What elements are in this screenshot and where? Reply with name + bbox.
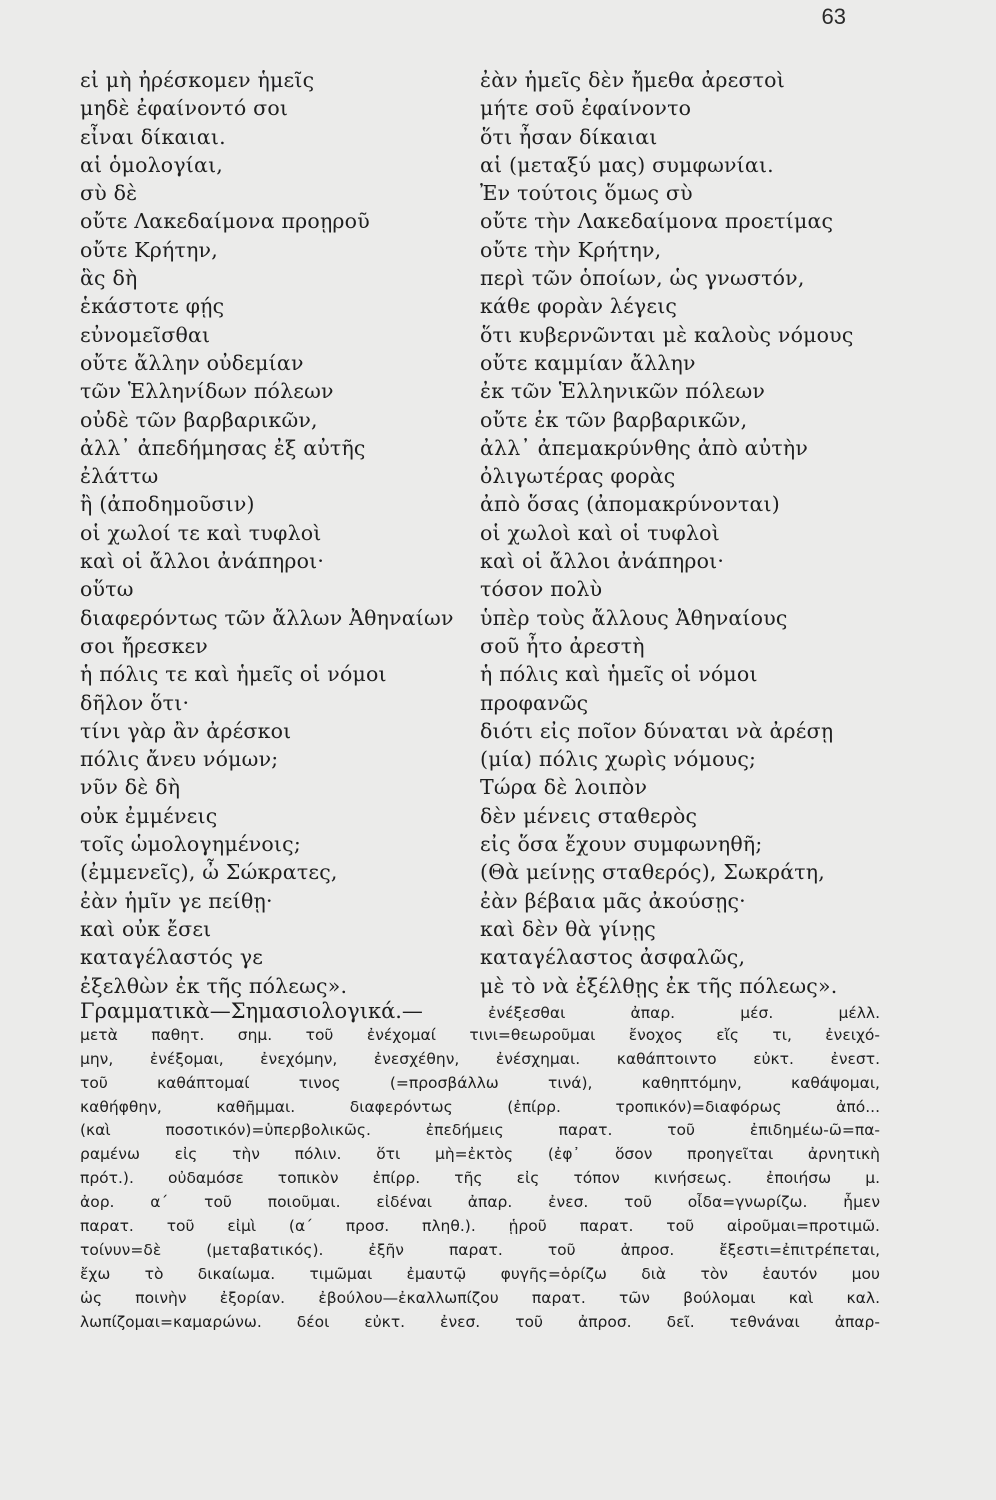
original-line: (ἐμμενεῖς), ὦ Σώκρατες, [80,860,338,885]
modern-translation-column [480,66,900,1000]
translation-line: δὲν μένεις σταθερὸς [480,803,698,828]
translation-line: καταγέλαστος ἀσφαλῶς, [480,945,746,970]
notes-line: ραμένω εἰς τὴν πόλιν. ὅτι μὴ=ἐκτὸς (ἐφ᾽ ὅσον προηγεῖται ἀρνητικὴ [80,1145,880,1164]
original-line: εἰ μὴ ἠρέσκομεν ἡμεῖς [80,68,315,92]
original-line: καταγέλαστός γε [80,945,264,970]
original-line: εὐνομεῖσθαι [80,322,211,347]
original-line: οὔτε Λακεδαίμονα προῃροῦ [80,209,370,234]
translation-line: οὔτε ἐκ τῶν βαρβαρικῶν, [480,407,748,432]
original-line: τίνι γὰρ ἂν ἀρέσκοι [80,718,292,743]
translation-line: ἐὰν ἡμεῖς δὲν ἤμεθα ἀρεστοὶ [480,68,785,92]
translation-line: καὶ δὲν θὰ γίνῃς [480,916,656,941]
original-line: οὐδὲ τῶν βαρβαρικῶν, [80,407,318,432]
original-line: οὔτε ἄλλην οὐδεμίαν [80,350,304,375]
original-line: αἱ ὁμολογίαι, [80,152,224,177]
original-line: οὐκ ἐμμένεις [80,803,218,828]
translation-line: ἐκ τῶν Ἑλληνικῶν πόλεων [480,379,766,404]
original-line: ἐὰν ἡμῖν γε πείθῃ· [80,888,273,913]
original-line: ἢ (ἀποδημοῦσιν) [80,492,255,517]
page-number: 63 [821,4,846,29]
translation-line: προφανῶς [480,690,589,715]
notes-line: ὡς ποινὴν ἐξορίαν. ἐβούλου—ἐκαλλωπίζου παρατ. τῶν βούλομαι καὶ καλ. [80,1288,880,1307]
original-line: ἡ πόλις τε καὶ ἡμεῖς οἱ νόμοι [80,662,387,687]
translation-line: οὔτε τὴν Λακεδαίμονα προετίμας [480,209,834,234]
original-line: σὺ δὲ [80,181,138,206]
translation-line: οὔτε καμμίαν ἄλλην [480,350,696,375]
translation-line: καὶ οἱ ἄλλοι ἀνάπηροι· [480,549,725,574]
translation-line: ὀλιγωτέρας φορὰς [480,464,676,489]
translation-line: μὲ τὸ νὰ ἐξέλθῃς ἐκ τῆς πόλεως». [480,973,838,998]
translation-line: ὅτι κυβερνῶνται μὲ καλοὺς νόμους [480,322,854,347]
notes-line: ἀορ. α´ τοῦ ποιοῦμαι. εἰδέναι ἀπαρ. ἐνεσ. τοῦ οἶδα=γνωρίζω. ἦμεν [80,1193,880,1212]
original-line: εἶναι δίκαιαι. [80,124,226,149]
notes-line: (καὶ ποσοτικόν)=ὑπερβολικῶς. ἐπεδήμεις παρατ. τοῦ ἐπιδημέω-ῶ=πα- [80,1121,880,1140]
translation-line: ἀπὸ ὅσας (ἀπομακρύνονται) [480,492,780,517]
original-line: νῦν δὲ δὴ [80,775,181,800]
original-line: οὕτω [80,577,134,602]
greek-original-column [80,66,500,1000]
notes-line: μετὰ παθητ. σημ. τοῦ ἐνέχομαί τινι=θεωροῦμαι ἔνοχος εἴς τι, ἐνειχό- [80,1025,880,1044]
original-line: δῆλον ὅτι· [80,690,190,715]
translation-line: ὅτι ἦσαν δίκαιαι [480,124,658,149]
original-line: ἑκάστοτε φῄς [80,294,225,319]
notes-line: παρατ. τοῦ εἰμὶ (α´ προσ. πληθ.). ᾑροῦ παρατ. τοῦ αἱροῦμαι=προτιμῶ. [80,1217,880,1236]
translation-line: τόσον πολὺ [480,577,603,602]
translation-line: οἱ χωλοὶ καὶ οἱ τυφλοὶ [480,520,720,545]
translation-line: ἀλλ᾽ ἀπεμακρύνθης ἀπὸ αὐτὴν [480,435,809,460]
original-line: ἐξελθὼν ἐκ τῆς πόλεως». [80,973,348,998]
original-line: σοι ἤρεσκεν [80,633,208,658]
translation-line: αἱ (μεταξύ μας) συμφωνίαι. [480,152,774,177]
translation-line: μήτε σοῦ ἐφαίνοντο [480,96,692,121]
original-line: πόλις ἄνευ νόμων; [80,747,279,772]
translation-line: Τώρα δὲ λοιπὸν [480,775,648,800]
translation-line: κάθε φορὰν λέγεις [480,294,678,319]
original-line: ἐλάττω [80,464,159,489]
translation-line: οὔτε τὴν Κρήτην, [480,237,662,262]
translation-line: Ἐν τούτοις ὅμως σὺ [480,181,693,206]
notes-line: ἔχω τὸ δικαίωμα. τιμῶμαι ἐμαυτῷ φυγῆς=ὁρίζω διὰ τὸν ἑαυτόν μου [80,1264,880,1283]
original-line: διαφερόντως τῶν ἄλλων Ἀθηναίων [80,605,454,630]
notes-line: καθήφθην, καθῆμμαι. διαφερόντως (ἐπίρρ. τροπικόν)=διαφόρως ἀπό... [80,1097,880,1116]
translation-line: ἐὰν βέβαια μᾶς ἀκούσῃς· [480,888,746,913]
original-line: τοῖς ὡμολογημένοις; [80,832,301,857]
translation-line: διότι εἰς ποῖον δύναται νὰ ἀρέσῃ [480,718,834,743]
notes-line: πρότ.). οὐδαμόσε τοπικὸν ἐπίρρ. τῆς εἰς τόπον κινήσεως. ἐποιήσω μ. [80,1169,880,1188]
notes-line: τοῦ καθάπτομαί τινος (=προσβάλλω τινά), καθηπτόμην, καθάψομαι, [80,1073,880,1092]
translation-line: (Θὰ μείνῃς σταθερός), Σωκράτη, [480,860,825,885]
translation-line: περὶ τῶν ὁποίων, ὡς γνωστόν, [480,266,805,291]
translation-line: (μία) πόλις χωρὶς νόμους; [480,747,757,772]
notes-heading: Γραμματικὰ—Σημασιολογικά.— [80,999,423,1023]
original-line: μηδὲ ἐφαίνοντό σοι [80,96,289,121]
original-line: οὔτε Κρήτην, [80,237,218,262]
translation-line: ἡ πόλις καὶ ἡμεῖς οἱ νόμοι [480,662,758,687]
original-line: καὶ οἱ ἄλλοι ἀνάπηροι· [80,549,325,574]
notes-first-line-text: ἐνέξεσθαι ἀπαρ. μέσ. μέλλ. [488,1004,880,1022]
original-line: ἃς δὴ [80,266,138,291]
translation-line: εἰς ὅσα ἔχουν συμφωνηθῆ; [480,832,763,857]
notes-line: μην, ἐνέξομαι, ἐνεχόμην, ἐνεσχέθην, ἐνέσχημαι. καθάπτοιντο εὐκτ. ἐνεστ. [80,1049,880,1068]
original-line: καὶ οὐκ ἔσει [80,916,212,941]
original-line: οἱ χωλοί τε καὶ τυφλοὶ [80,520,322,545]
grammar-notes [80,1000,880,1334]
translation-line: σοῦ ἦτο ἀρεστὴ [480,633,645,658]
translation-line: ὑπὲρ τοὺς ἄλλους Ἀθηναίους [480,605,788,630]
original-line: ἀλλ᾽ ἀπεδήμησας ἐξ αὐτῆς [80,435,366,460]
notes-line: τοίνυν=δὲ (μεταβατικός). ἐξῆν παρατ. τοῦ ἀπροσ. ἔξεστι=ἐπιτρέπεται, [80,1240,880,1259]
notes-line: λωπίζομαι=καμαρώνω. δέοι εὐκτ. ἐνεσ. τοῦ ἀπροσ. δεῖ. τεθνάναι ἀπαρ- [80,1312,880,1331]
notes-first-line [80,1000,880,1024]
original-line: τῶν Ἑλληνίδων πόλεων [80,379,334,404]
